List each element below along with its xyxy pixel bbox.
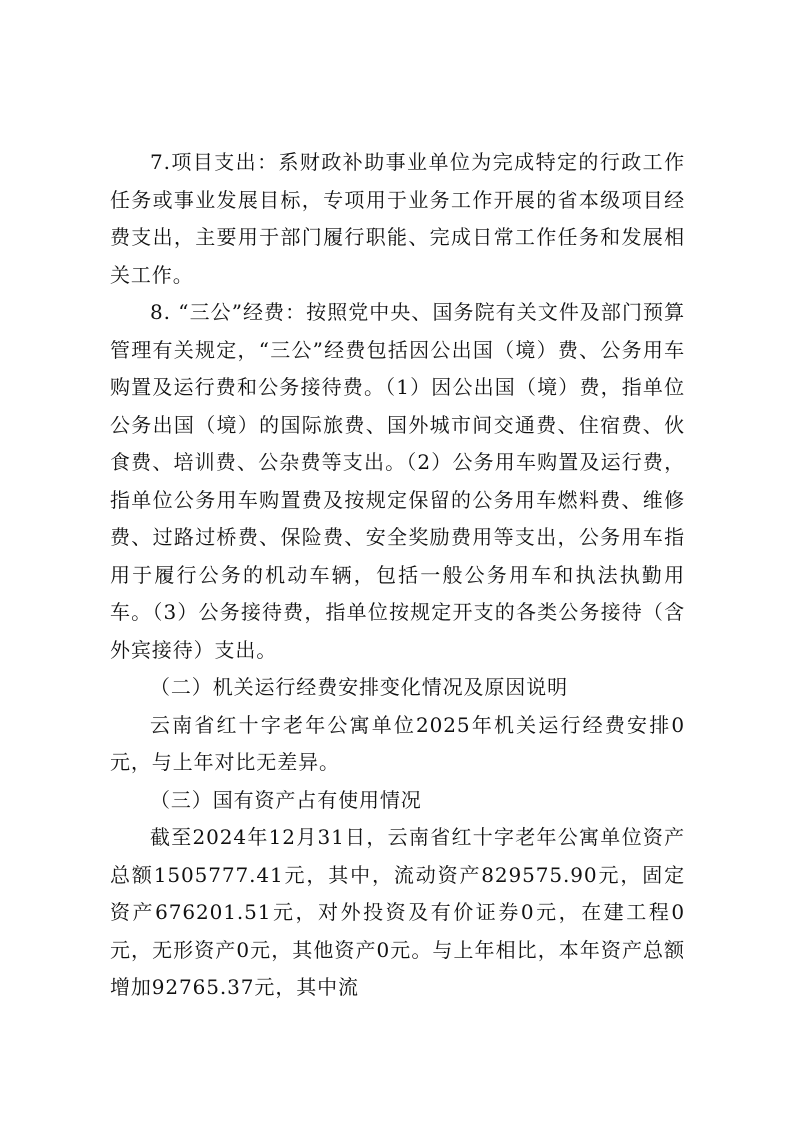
section-heading-state-assets: （三）国有资产占有使用情况 (150, 787, 422, 812)
paragraph-project-expenditure: 7.项目支出：系财政补助事业单位为完成特定的行政工作任务或事业发展目标，专项用于业务工作开展的省本级项目经费支出，主要用于部门履行职能、完成日常工作任务和发展相关工作。 (110, 150, 685, 287)
paragraph-operating-expenses: 云南省红十字老年公寓单位2025年机关运行经费安排0元，与上年对比无差异。 (110, 712, 685, 774)
paragraph-state-assets: 截至2024年12月31日，云南省红十字老年公寓单位资产总额1505777.41元，其中，流动资产829575.90元，固定资产676201.51元，对外投资及有价证券0元，在建工程0元，无形资产0元，其他资产0元。与上年相比，本年资产总额增加92765.37元，其中流 (110, 825, 685, 999)
section-heading-operating-expenses: （二）机关运行经费安排变化情况及原因说明 (150, 675, 568, 699)
document-body (110, 144, 685, 1007)
paragraph-three-public-expenses: 8. “三公”经费：按照党中央、国务院有关文件及部门预算管理有关规定，“三公”经费包括因公出国（境）费、公务用车购置及运行费和公务接待费。（1）因公出国（境）费，指单位公务出国（境）的国际旅费、国外城市间交通费、住宿费、伙食费、培训费、公杂费等支出。（2）公务用车购置及运行费，指单位公务用车购置费及按规定保留的公务用车燃料费、维修费、过路过桥费、保险费、安全奖励费用等支出，公务用车指用于履行公务的机动车辆，包括一般公务用车和执法执勤用车。（3）公务接待费，指单位按规定开支的各类公务接待（含外宾接待）支出。 (110, 300, 685, 662)
